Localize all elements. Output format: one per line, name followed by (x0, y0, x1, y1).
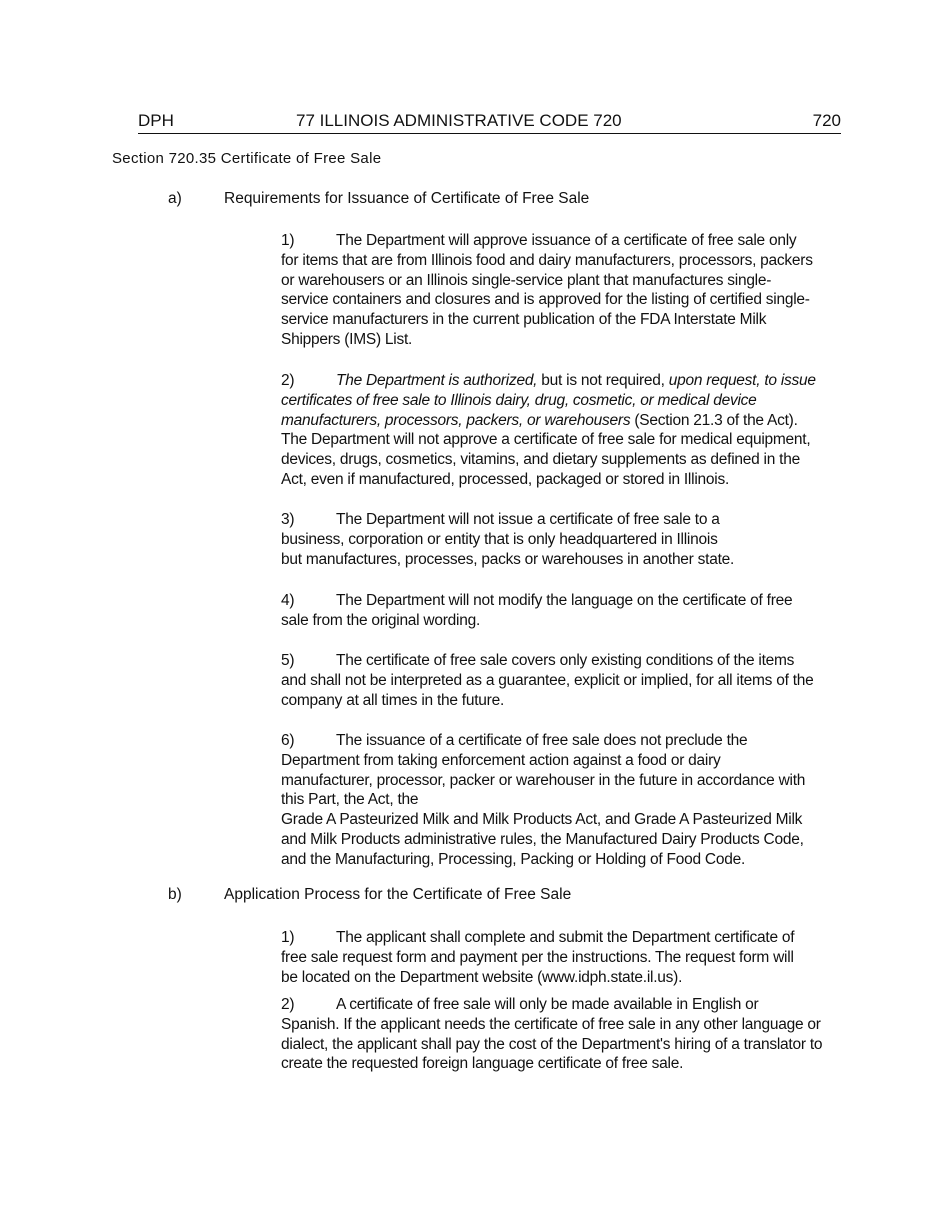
item-number: 4) (281, 592, 295, 609)
text-line: for items that are from Illinois food and dairy manufacturers, processors, packers (281, 251, 813, 269)
text-line: The Department will not issue a certificate of free sale to a (336, 511, 720, 528)
text-line: Act, even if manufactured, processed, packaged or stored in Illinois. (281, 470, 729, 488)
subsection-heading-text: Application Process for the Certificate of Free Sale (224, 886, 572, 903)
item-number: 3) (281, 511, 295, 528)
item-number: 2) (281, 372, 295, 389)
subsection-label: a) (168, 190, 182, 207)
text-line: and the Manufacturing, Processing, Packing or Holding of Food Code. (281, 850, 746, 868)
text-fragment: but is not required, (537, 372, 669, 389)
text-line: devices, drugs, cosmetics, vitamins, and dietary supplements as defined in the (281, 451, 800, 469)
text-line: Spanish. If the applicant needs the certificate of free sale in any other language or (281, 1015, 821, 1033)
paragraph-a6 (281, 731, 846, 870)
text-line: The applicant shall complete and submit the Department certificate of (336, 929, 795, 946)
subsection-label: b) (168, 886, 182, 903)
statutory-quote: certificates of free sale to Illinois dairy, drug, cosmetic, or medical device (281, 391, 757, 409)
text-line: The certificate of free sale covers only existing conditions of the items (336, 652, 795, 669)
text-line: company at all times in the future. (281, 691, 505, 709)
section-title: Section 720.35 Certificate of Free Sale (112, 150, 382, 167)
statutory-quote: upon request, to issue (668, 372, 816, 389)
subsection-a-heading (168, 190, 589, 208)
text-line: business, corporation or entity that is only headquartered in Illinois (281, 530, 718, 548)
header-code-title: 77 ILLINOIS ADMINISTRATIVE CODE 720 (296, 111, 622, 130)
paragraph-b1 (281, 928, 846, 987)
subsection-heading-text: Requirements for Issuance of Certificate of Free Sale (224, 190, 590, 207)
paragraph-a3 (281, 510, 846, 569)
page-header (138, 111, 841, 134)
paragraph-a5 (281, 651, 846, 710)
paragraph-a1 (281, 231, 846, 350)
text-line: and Milk Products administrative rules, the Manufactured Dairy Products Code, (281, 830, 804, 848)
text-line: The Department will approve issuance of a certificate of free sale only (336, 232, 797, 249)
text-line: dialect, the applicant shall pay the cost of the Department's hiring of a translator to (281, 1035, 823, 1053)
item-number: 1) (281, 929, 295, 946)
text-line: sale from the original wording. (281, 611, 481, 629)
item-number: 5) (281, 652, 295, 669)
paragraph-b2 (281, 995, 846, 1074)
item-number: 6) (281, 732, 295, 749)
text-line: A certificate of free sale will only be made available in English or (336, 996, 759, 1013)
text-line: create the requested foreign language certificate of free sale. (281, 1055, 684, 1073)
text-line: and shall not be interpreted as a guarantee, explicit or implied, for all items of the (281, 671, 814, 689)
subsection-b-heading (168, 886, 571, 904)
text-line: manufacturer, processor, packer or warehouser in the future in accordance with (281, 771, 806, 789)
text-line: service containers and closures and is approved for the listing of certified single- (281, 291, 810, 309)
text-line: Shippers (IMS) List. (281, 330, 413, 348)
text-line: this Part, the Act, the (281, 791, 419, 809)
text-line: free sale request form and payment per the instructions. The request form will (281, 948, 794, 966)
text-line: or warehousers or an Illinois single-service plant that manufactures single- (281, 271, 772, 289)
text-line: Department from taking enforcement action against a food or dairy (281, 751, 721, 769)
statutory-quote: The Department is authorized, (336, 372, 538, 389)
item-number: 2) (281, 996, 295, 1013)
text-fragment: (Section 21.3 of the Act). (630, 411, 798, 429)
text-line: Grade A Pasteurized Milk and Milk Products Act, and Grade A Pasteurized Milk (281, 811, 803, 829)
text-line: be located on the Department website (www.idph.state.il.us). (281, 968, 683, 986)
header-agency: DPH (138, 111, 174, 130)
header-part-number: 720 (812, 111, 841, 130)
statutory-quote: manufacturers, processors, packers, or warehousers (281, 411, 631, 429)
text-line: but manufactures, processes, packs or warehouses in another state. (281, 550, 735, 568)
item-number: 1) (281, 232, 295, 249)
text-line: The issuance of a certificate of free sale does not preclude the (336, 732, 748, 749)
text-line: The Department will not approve a certificate of free sale for medical equipment, (281, 431, 811, 449)
text-line: service manufacturers in the current publication of the FDA Interstate Milk (281, 311, 767, 329)
text-line: The Department will not modify the language on the certificate of free (336, 592, 793, 609)
paragraph-a4 (281, 591, 846, 631)
paragraph-a2 (281, 371, 846, 490)
